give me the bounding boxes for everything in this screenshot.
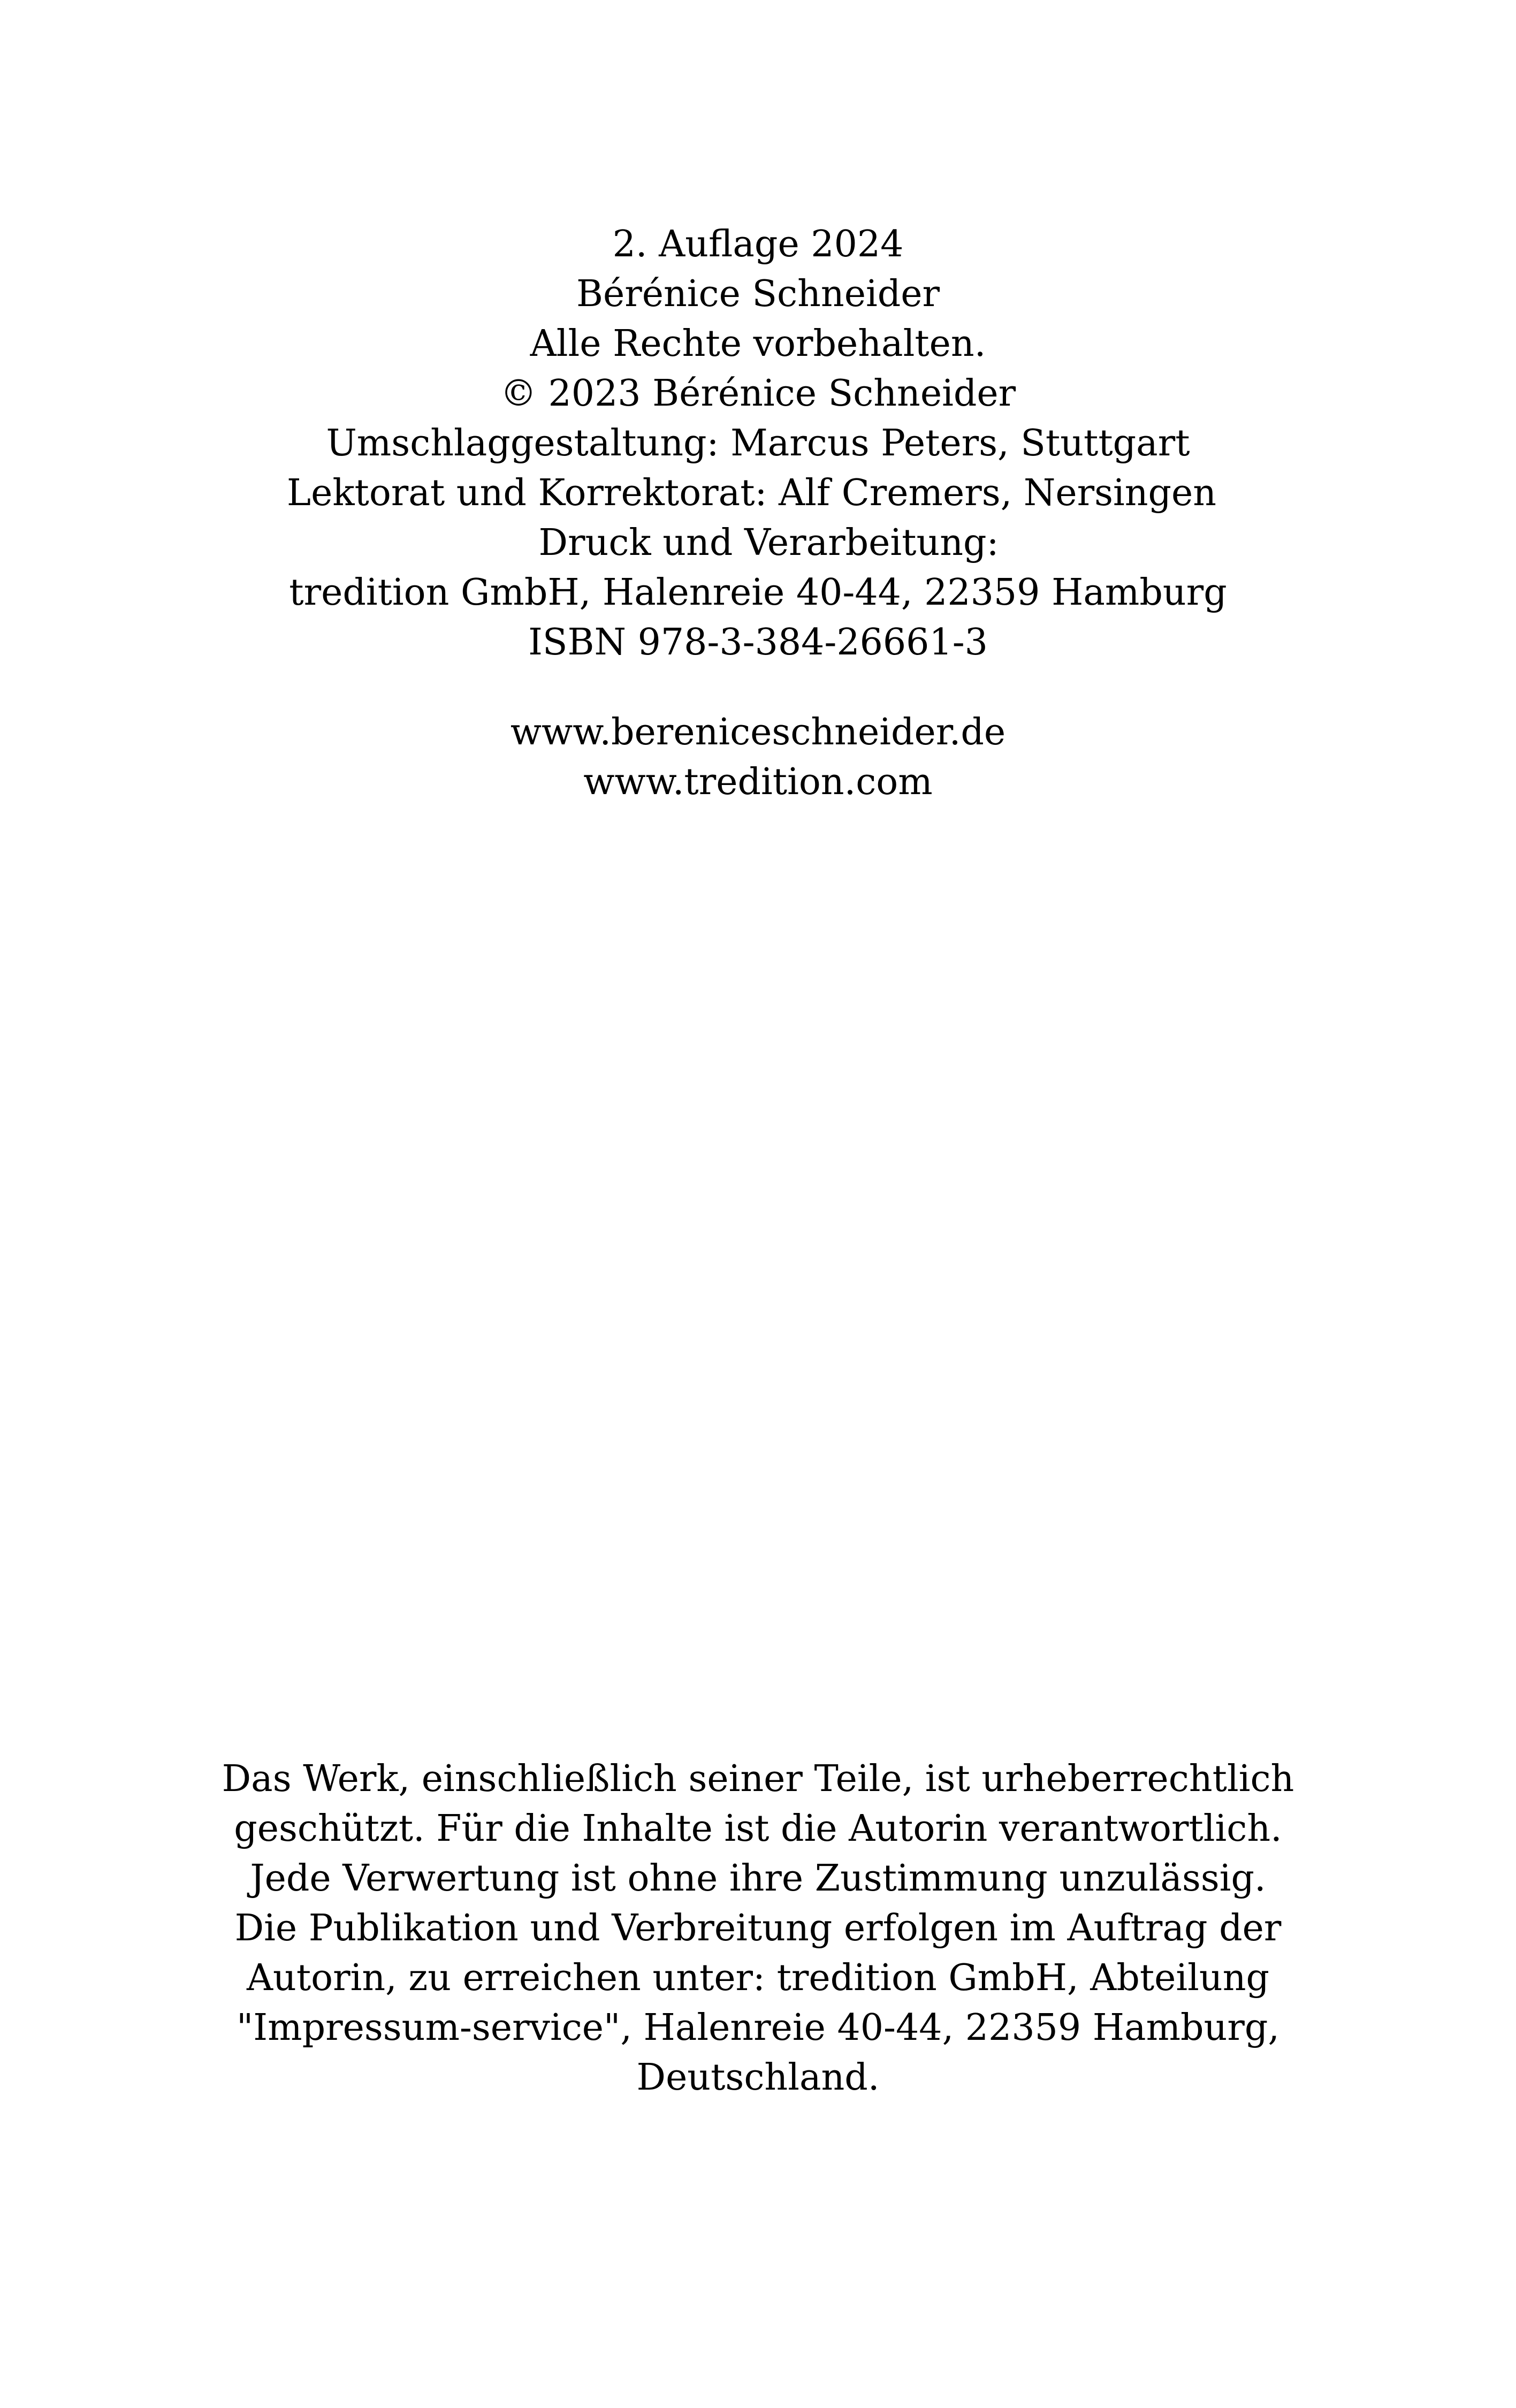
cover-design-line: Umschlaggestaltung: Marcus Peters, Stuttgart: [326, 422, 1190, 464]
rights-line: Alle Rechte vorbehalten.: [530, 323, 986, 365]
imprint-block: [0, 219, 1516, 667]
publisher-website-link[interactable]: www.tredition.com: [583, 761, 933, 803]
editing-line: Lektorat und Korrektorat: Alf Cremers, Nersingen: [286, 472, 1217, 514]
legal-line: geschützt. Für die Inhalte ist die Autorin verantwortlich.: [234, 1808, 1282, 1850]
printer-line: tredition GmbH, Halenreie 40-44, 22359 Hamburg: [289, 571, 1227, 614]
legal-line: Jede Verwertung ist ohne ihre Zustimmung unzulässig.: [250, 1857, 1266, 1900]
legal-line: Das Werk, einschließlich seiner Teile, ist urheberrechtlich: [222, 1758, 1294, 1800]
edition-line: 2. Auflage 2024: [612, 223, 904, 265]
websites-block: [0, 707, 1516, 807]
printing-label-line: Druck und Verarbeitung:: [538, 522, 999, 564]
legal-line: "Impressum-service", Halenreie 40-44, 22359 Hamburg,: [236, 2007, 1280, 2049]
author-website-link[interactable]: www.bereniceschneider.de: [510, 711, 1006, 753]
legal-line: Die Publikation und Verbreitung erfolgen im Auftrag der: [234, 1907, 1282, 1949]
legal-line: Autorin, zu erreichen unter: tredition GmbH, Abteilung: [246, 1957, 1270, 1999]
legal-line: Deutschland.: [636, 2056, 880, 2099]
copyright-line: © 2023 Bérénice Schneider: [500, 372, 1016, 415]
author-line: Bérénice Schneider: [576, 273, 940, 315]
isbn-line: ISBN 978-3-384-26661-3: [528, 621, 988, 664]
legal-notice: [0, 1754, 1516, 2102]
